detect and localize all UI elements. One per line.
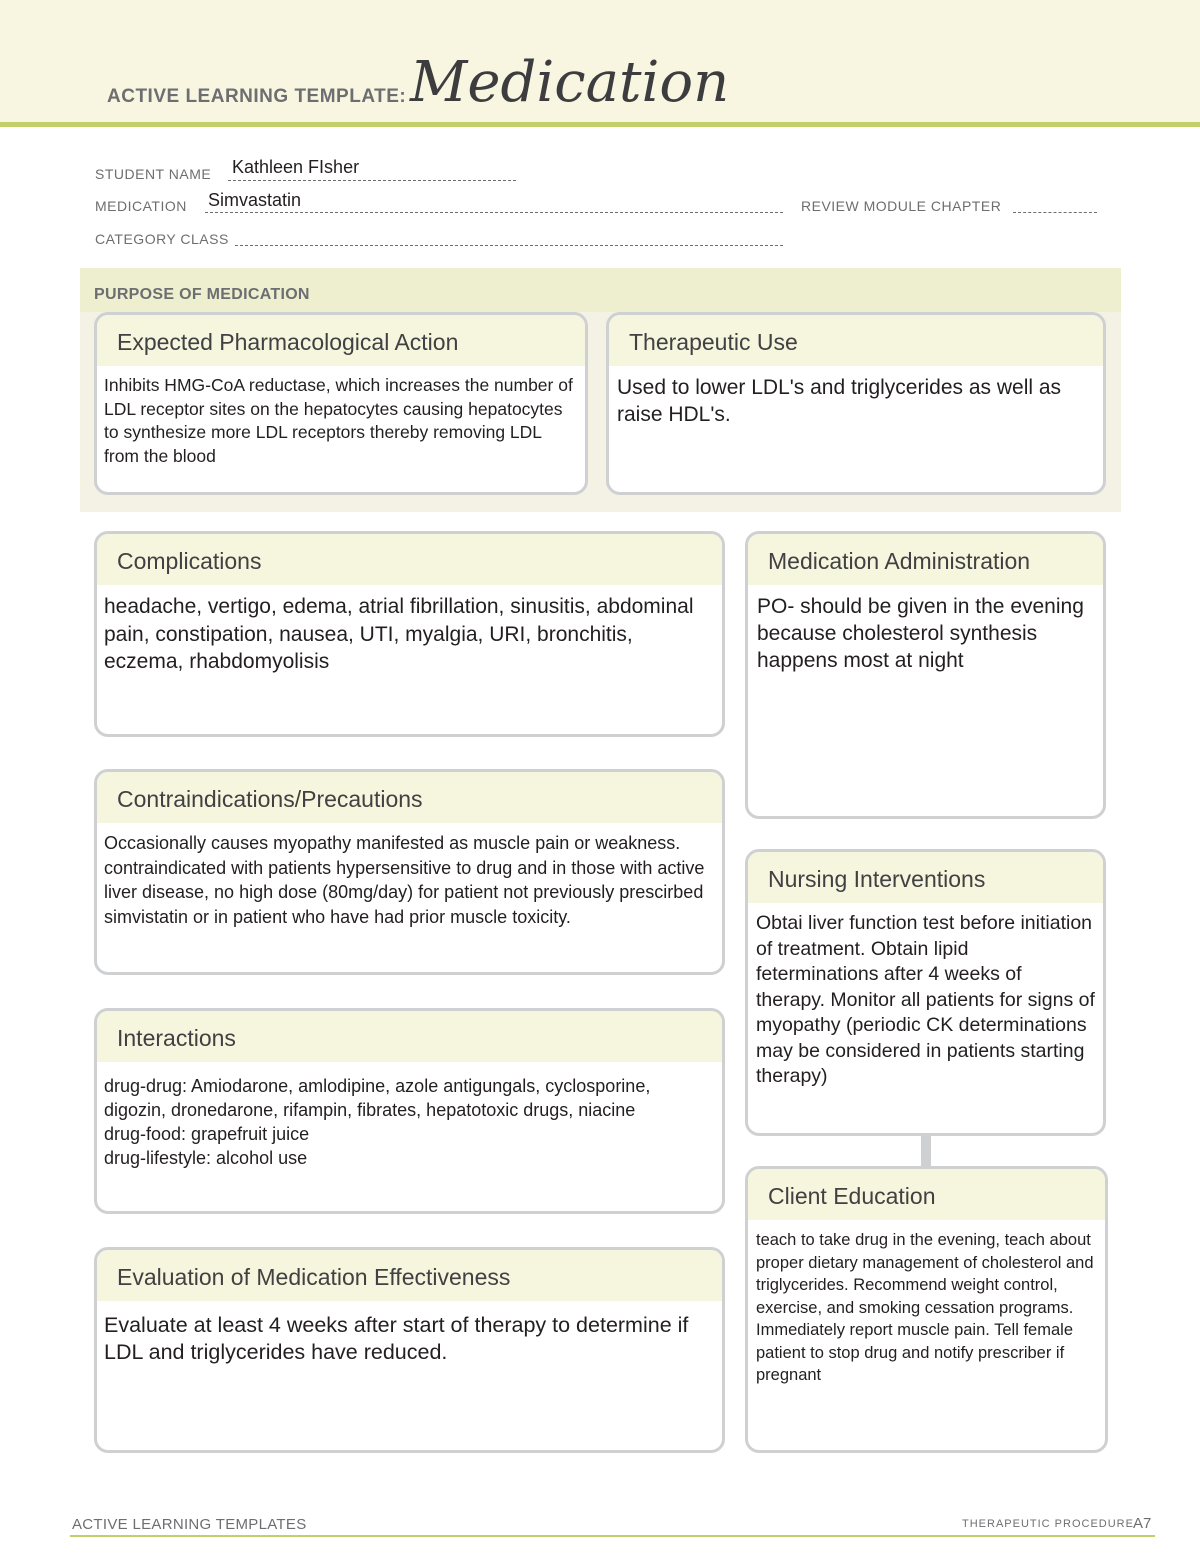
student-name-label: STUDENT NAME <box>95 166 212 182</box>
therapeutic-use-title: Therapeutic Use <box>629 329 798 355</box>
client-education-text[interactable]: teach to take drug in the evening, teach about proper dietary management of cholesterol and triglycerides. Recommend weight control, exercise, and smoking cessation programs. Immediately report muscle pain. Tell female patient to stop drug and notify prescriber if pregnant <box>756 1231 1094 1384</box>
category-class-line <box>235 245 783 246</box>
footer-divider <box>70 1535 1155 1537</box>
purpose-label: PURPOSE OF MEDICATION <box>94 286 310 303</box>
template-label: ACTIVE LEARNING TEMPLATE: <box>107 86 407 107</box>
page-title: Medication <box>410 50 730 115</box>
medication-administration-box <box>745 531 1106 819</box>
medication-label: MEDICATION <box>95 198 187 214</box>
complications-title: Complications <box>117 548 262 574</box>
therapeutic-use-text[interactable]: Used to lower LDL's and triglycerides as well as raise HDL's. <box>617 376 1062 426</box>
evaluation-text[interactable]: Evaluate at least 4 weeks after start of therapy to determine if LDL and triglycerides have reduced. <box>104 1313 689 1364</box>
footer-left-label: ACTIVE LEARNING TEMPLATES <box>72 1516 307 1533</box>
client-education-box <box>745 1166 1108 1453</box>
medication-field[interactable]: Simvastatin <box>208 190 302 210</box>
client-education-title: Client Education <box>768 1183 936 1209</box>
complications-text[interactable]: headache, vertigo, edema, atrial fibrillation, sinusitis, abdominal pain, constipation, nausea, UTI, myalgia, URI, bronchitis, eczema, rhabdomyolisis <box>104 595 694 673</box>
nursing-interventions-box <box>745 849 1106 1136</box>
box-connector <box>921 1134 931 1168</box>
interactions-drug-drug: drug-drug: Amiodarone, amlodipine, azole antigungals, cyclosporine, digozin, dronedarone, rifampin, fibrates, hepatotoxic drugs, niacine <box>104 1076 651 1120</box>
expected-action-text[interactable]: Inhibits HMG-CoA reductase, which increases the number of LDL receptor sites on the hepatocytes causing hepatocytes to synthesize more LDL receptors thereby removing LDL from the blood <box>104 375 573 466</box>
student-name-field[interactable]: Kathleen FIsher <box>232 157 360 177</box>
contraindications-text[interactable]: Occasionally causes myopathy manifested as muscle pain or weakness. contraindicated with patients hypersensitive to drug and in those with active liver disease, no high dose (80mg/day) for patient not previously prescirbed simvistatin or in patient who have had prior muscle toxicity. <box>104 833 705 927</box>
medication-administration-title: Medication Administration <box>768 548 1031 574</box>
interactions-title: Interactions <box>117 1025 236 1051</box>
nursing-interventions-text[interactable]: Obtai liver function test before initiation of treatment. Obtain lipid feterminations after 4 weeks of therapy. Monitor all patients for signs of myopathy (periodic CK determinations may be considered in patients starting therapy) <box>756 912 1095 1087</box>
complications-box <box>94 531 725 737</box>
medication-administration-text[interactable]: PO- should be given in the evening because cholesterol synthesis happens most at night <box>757 595 1084 672</box>
contraindications-box <box>94 769 725 975</box>
nursing-interventions-title: Nursing Interventions <box>768 866 986 892</box>
expected-action-title: Expected Pharmacological Action <box>117 329 459 355</box>
page-number: A7 <box>1133 1515 1152 1532</box>
interactions-drug-food: drug-food: grapefruit juice <box>104 1124 310 1144</box>
evaluation-title: Evaluation of Medication Effectiveness <box>117 1264 511 1290</box>
interactions-text[interactable] <box>97 1062 722 1170</box>
therapeutic-use-box <box>606 312 1106 495</box>
interactions-box <box>94 1008 725 1214</box>
footer-right-label: THERAPEUTIC PROCEDURE <box>962 1518 1134 1530</box>
header-divider <box>0 122 1200 127</box>
interactions-drug-lifestyle: drug-lifestyle: alcohol use <box>104 1148 308 1168</box>
evaluation-box <box>94 1247 725 1453</box>
contraindications-title: Contraindications/Precautions <box>117 786 423 812</box>
review-module-label: REVIEW MODULE CHAPTER <box>801 198 1002 214</box>
expected-action-box <box>94 312 588 495</box>
category-class-label: CATEGORY CLASS <box>95 231 229 247</box>
review-module-line <box>1013 212 1097 213</box>
medication-line <box>205 212 783 213</box>
student-name-line <box>228 180 516 181</box>
